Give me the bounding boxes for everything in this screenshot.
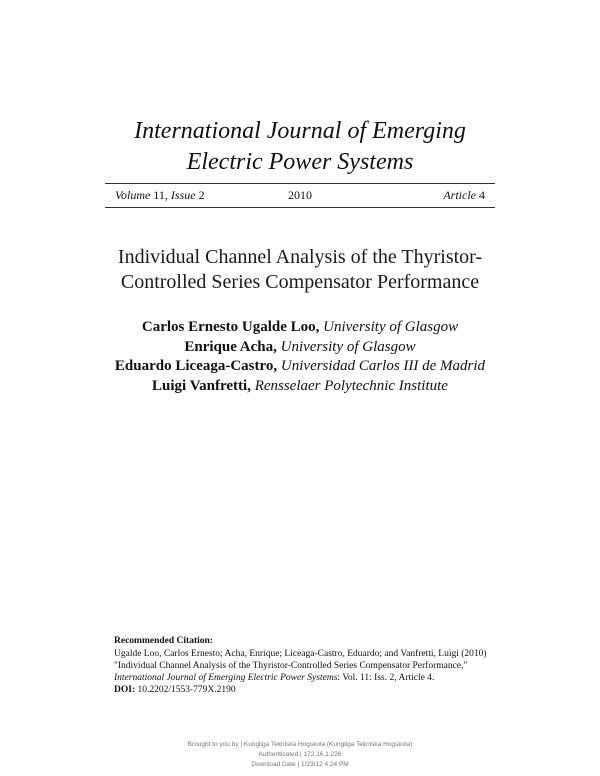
download-footer [0, 740, 600, 770]
issue-value: 2 [195, 188, 205, 202]
author-name: Carlos Ernesto Ugalde Loo, [141, 319, 320, 335]
doi-value[interactable]: 10.2202/1553-779X.2190 [135, 685, 236, 695]
paper-title-line-2: Controlled Series Compensator Performance [120, 271, 480, 293]
author-entry [0, 377, 600, 397]
paper-title-line-1: Individual Channel Analysis of the Thyristor- [117, 246, 483, 268]
article-number [443, 186, 485, 204]
top-rule [105, 183, 495, 184]
volume-value: 11, [150, 188, 171, 202]
citation-journal: International Journal of Emerging Electric Power Systems [114, 673, 338, 683]
journal-title [0, 116, 600, 178]
footer-provider: Brought to you by | Kungliga Tekniska Hogskola (Kungliga Tekniska Hogskola) [187, 741, 413, 748]
footer-download-date: Download Date | 1/23/12 4:24 PM [251, 761, 349, 768]
citation-label: Recommended Citation: [114, 636, 213, 646]
author-name: Enrique Acha, [184, 338, 277, 355]
author-entry [0, 357, 600, 377]
journal-title-line-2: Electric Power Systems [186, 149, 414, 175]
volume-label: Volume [115, 188, 151, 202]
author-list [0, 318, 600, 396]
author-entry [0, 338, 600, 358]
footer-authenticated: Authenticated | 172.16.1.226 [258, 751, 342, 758]
article-value: 4 [476, 188, 485, 202]
article-label: Article [443, 188, 476, 202]
author-name: Luigi Vanfretti, [152, 377, 251, 394]
doi-label: DOI: [114, 685, 136, 695]
citation-text: Ugalde Loo, Carlos Ernesto; Acha, Enrique; Liceaga-Castro, Eduardo; and Vanfretti, Luigi (2010) "Individual Channel Analysis of the Thyristor-Controlled Series Compensator Performance," [114, 649, 487, 671]
author-affiliation: Rensselaer Polytechnic Institute [250, 377, 448, 394]
author-affiliation: University of Glasgow [319, 319, 459, 335]
journal-title-line-1: International Journal of Emerging [134, 118, 466, 144]
year: 2010 [288, 188, 312, 202]
recommended-citation [114, 635, 494, 696]
author-entry [0, 318, 600, 338]
paper-title [0, 245, 600, 295]
bottom-rule [105, 207, 495, 208]
issue-bar [115, 186, 485, 204]
author-affiliation: Universidad Carlos III de Madrid [277, 358, 486, 374]
citation-volume: : Vol. 11: Iss. 2, Article 4. [337, 673, 435, 683]
author-name: Eduardo Liceaga-Castro, [114, 358, 278, 374]
issue-label: Issue [170, 188, 196, 202]
author-affiliation: University of Glasgow [276, 338, 416, 355]
